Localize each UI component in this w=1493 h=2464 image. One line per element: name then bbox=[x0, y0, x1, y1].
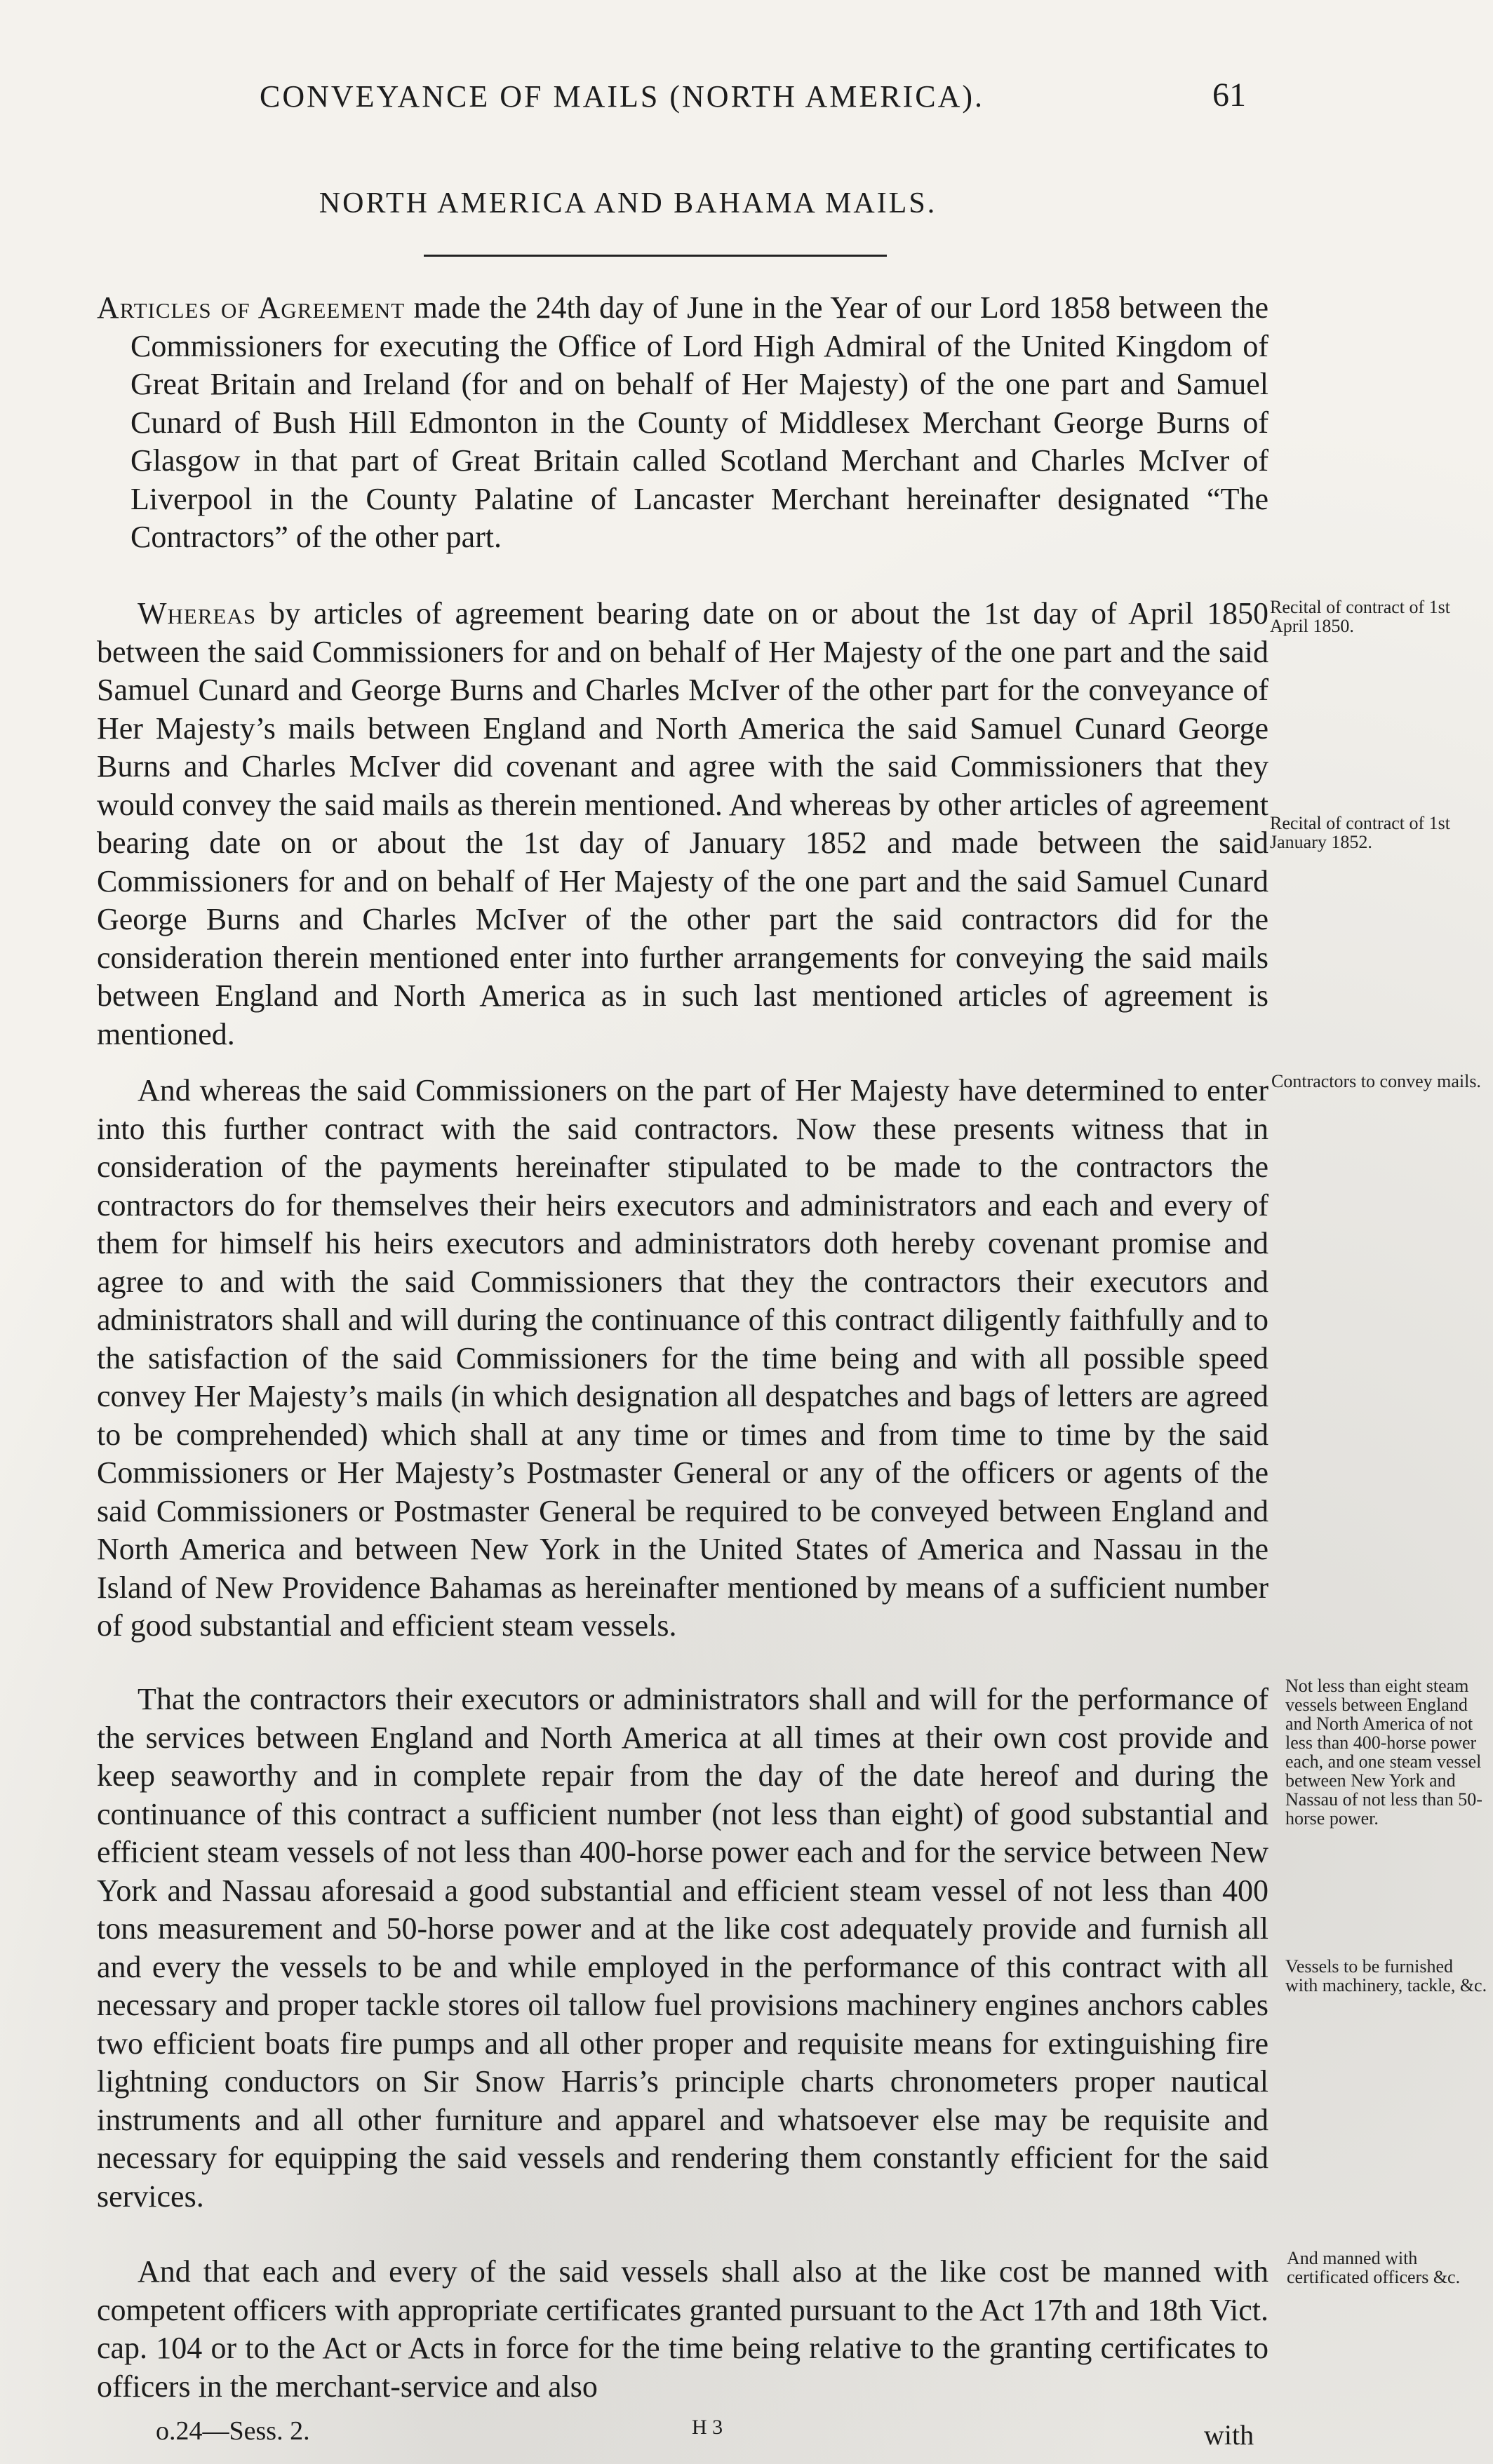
paragraph-and-that: And that each and every of the said vessels shall also at the like cost be manned with competent officers with appropriate certificates granted pursuant to the Act 17th and 18th Vict. cap. 104 or to the Act or Acts in force for the time being relative to the granting certificates to officers in the merchant-service and also bbox=[97, 2254, 1268, 2404]
footer-catchword: with bbox=[1204, 2419, 1254, 2451]
running-head: CONVEYANCE OF MAILS (NORTH AMERICA). bbox=[260, 79, 985, 114]
whereas-lead: Whereas bbox=[138, 596, 257, 631]
whereas-text: by articles of agreement bearing date on or about the 1st day of April 1850 between the said Commissioners for and on behalf of Her Majesty of the one part and the said Samuel Cunard and George Burns and Charles McIver of the other part for the conveyance of Her Majesty’s mails between England and North America the said Samuel Cunard George Burns and Charles McIver did covenant and agree with the said Commissioners that they would convey the said mails as therein mentioned. And whereas by other articles of agreement bearing date on or about the 1st day of January 1852 and made between the said Commissioners for and on behalf of Her Majesty of the one part and the said Samuel Cunard George Burns and Charles McIver of the other part the said contractors did for the consideration therein mentioned enter into further arrangements for conveying the said mails between England and North America as in such last mentioned articles of agreement is mentioned. bbox=[97, 596, 1268, 1051]
margin-note-manned: And manned with certificated officers &c. bbox=[1287, 2248, 1461, 2287]
footer-session: o.24—Sess. 2. bbox=[156, 2416, 310, 2446]
section-title: NORTH AMERICA AND BAHAMA MAILS. bbox=[319, 187, 937, 220]
paragraph-that-contractors: That the contractors their executors or administrators shall and will for the performance of the services between England and North America at all times at their own cost provide and keep seaworthy and in complete repair from the day of the date hereof and during the continuance of this contract a sufficient number (not less than eight) of good substantial and efficient steam vessels of not less than 400-horse power each and for the service between New York and Nassau aforesaid a good substantial and efficient steam vessel of not less than 400 tons measurement and 50-horse power and at the like cost adequately provide and furnish all and every the vessels to be and while employed in the performance of this contract with all necessary and proper tackle stores oil tallow fuel provisions machinery engines anchors cables two efficient boats fire pumps and all other proper and requisite means for extinguishing fire lightning conductors on Sir Snow Harris’s principle charts chronometers proper nautical instruments and all other furniture and apparel and whatsoever else may be requisite and necessary for equipping the said vessels and rendering them constantly efficient for the said services. bbox=[97, 1682, 1268, 2214]
paragraph-and-whereas: And whereas the said Commissioners on the part of Her Majesty have determined to enter into this further contract with the said contractors. Now these presents witness that in consideration of the payments hereinafter stipulated to be made to the contractors the contractors do for themselves their heirs executors and administrators and each and every of them for himself his heirs executors and administrators doth hereby covenant promise and agree to and with the said Commissioners that they the contractors their executors and administrators shall and will during the continuance of this contract diligently faithfully and to the satisfaction of the said Commissioners for the time being and with all possible speed convey Her Majesty’s mails (in which designation all despatches and bags of letters are agreed to be comprehended) which shall at any time or times and from time to time by the said Commissioners or Her Majesty’s Postmaster General or any of the officers or agents of the said Commissioners or Postmaster General be required to be conveyed between England and North America and between New York in the United States of America and Nassau in the Island of New Providence Bahamas as hereinafter mentioned by means of a sufficient number of good substantial and efficient steam vessels. bbox=[97, 1073, 1268, 1643]
paragraph-whereas bbox=[97, 595, 1268, 1053]
margin-note-contractors: Contractors to convey mails. bbox=[1271, 1071, 1481, 1091]
margin-note-not-less-than-eight: Not less than eight steam vessels between England and North America of not less than 400-horse power each, and one steam vessel between New York and Nassau of not less than 50-horse power. bbox=[1285, 1676, 1482, 1829]
articles-text: made the 24th day of June in the Year of our Lord 1858 between the Commissioners for executing the Office of Lord High Admiral of the United Kingdom of Great Britain and Ireland (for and on behalf of Her Majesty) of the one part and Samuel Cunard of Bush Hill Edmonton in the County of Middlesex Merchant George Burns of Glasgow in that part of Great Britain called Scotland Merchant and Charles McIver of Liverpool in the County Palatine of Lancaster Merchant hereinafter designated “The Contractors” of the other part. bbox=[130, 290, 1269, 554]
margin-note-vessels-furnished: Vessels to be furnished with machinery, tackle, &c. bbox=[1285, 1956, 1487, 1995]
margin-note-recital-1852: Recital of contract of 1st January 1852. bbox=[1270, 813, 1451, 852]
articles-of-agreement bbox=[97, 289, 1268, 557]
articles-lead: Articles of Agreement bbox=[97, 290, 406, 325]
footer-signature-mark: H 3 bbox=[692, 2416, 723, 2439]
margin-note-recital-1850: Recital of contract of 1st April 1850. bbox=[1270, 597, 1451, 636]
page-number: 61 bbox=[1212, 76, 1246, 114]
title-rule bbox=[424, 255, 887, 257]
